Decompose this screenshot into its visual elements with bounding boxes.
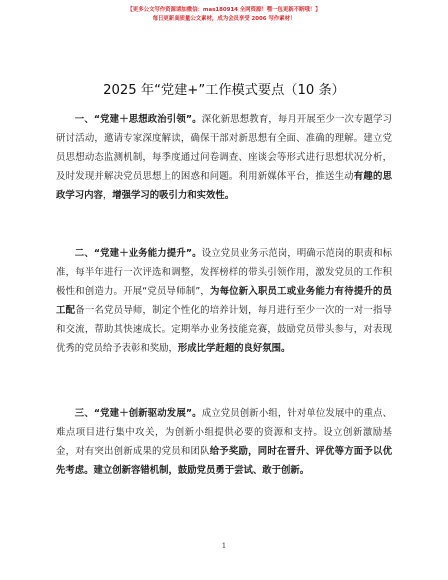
section-2-emphasis-1: 为每位新入职员工或业务能力有待提升的员工配 [56,286,392,316]
section-1-paragraph [56,110,392,205]
section-3-emphasis-2: 建立创新容错机制，鼓励党员勇于尝试、敢于创新。 [93,465,310,476]
section-2 [56,244,392,358]
section-1-heading: 一、“党建＋思想政治引领”。 [74,114,202,125]
section-3-body: 成立党员创新小组，针对单位发展中的重点、难点项目进行集中攻关，为创新小组提供必要的资源和支持。设立创新激励基金，对有突出创新成果的党员和团队 [56,408,392,457]
section-3-emphasis-1: 给予奖励，同时在晋升、评优等方面予以优先考虑。 [56,446,392,476]
section-2-paragraph [56,244,392,358]
banner-line-2: 每日更新高质量公文素材，成为会员享受 2006 写作素材！ [152,16,296,22]
section-1-mid: ， [102,190,113,201]
section-1-emphasis-1: 有趣的思政学习内容 [56,171,392,201]
section-1-body: 深化新思想教育，每月开展至少一次专题学习研讨活动，邀请专家深度解读，确保干部对新思想有全面、准确的理解。建立党员思想动态监测机制，每季度通过问卷调查、座谈会等形式进行思想状况分析，及时发现并解决党员思想上的困惑和问题。利用新媒体平台，推送生动 [56,114,392,182]
header-banner [0,6,448,24]
section-2-heading: 二、“党建＋业务能力提升”。 [74,248,202,259]
document-title: 2025 年“党建+”工作模式要点（10 条） [103,83,345,98]
section-1 [56,110,392,205]
section-3-heading: 三、“党建＋创新驱动发展”。 [74,408,202,419]
section-2-mid: 备一名党员导师，制定个性化的培养计划，每月进行至少一次的一对一指导和交流，帮助其快速成长。定期举办业务技能竞赛，鼓励党员带头参与，对表现优秀的党员给予表彰和奖励， [56,305,392,354]
section-3-paragraph [56,404,392,480]
section-1-emphasis-2: 增强学习的吸引力和实效性。 [112,190,235,201]
section-2-emphasis-2: 形成比学赶超的良好氛围。 [177,343,291,354]
section-2-body: 设立党员业务示范岗，明确示范岗的职责和标准，每半年进行一次评选和调整，发挥榜样的带头引领作用，激发党员的工作积极性和创造力。开展“党员导师制”， [56,248,392,297]
banner-line-1: 【更多公文写作资源请加微信：mas180914 全网资源！嘿一包更新不断哦！】 [127,7,321,13]
page-number: 1 [221,542,227,550]
section-3 [56,404,392,480]
